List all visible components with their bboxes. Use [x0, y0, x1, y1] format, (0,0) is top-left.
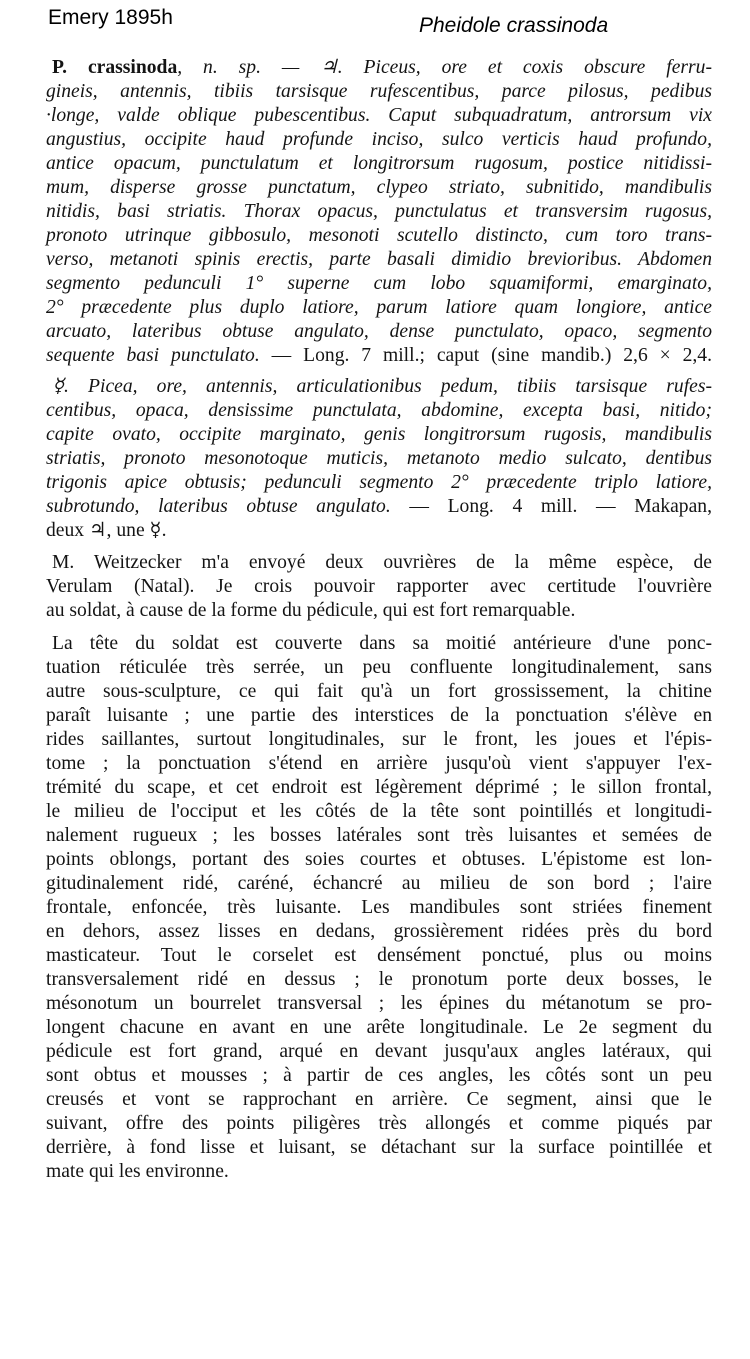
text-line: ☿. Picea, ore, antennis, articulationibus pedum, tibiis tarsisque rufes-	[52, 376, 712, 397]
text-line: masticateur. Tout le corselet est densément ponctué, plus ou moins	[46, 945, 712, 966]
text-line: mate qui les environne.	[46, 1161, 229, 1182]
page-header	[0, 0, 750, 50]
text-line: trigonis apice obtusis; pedunculi segmento 2° præcedente triplo latiore,	[46, 472, 712, 493]
text-line: capite ovato, occipite marginato, genis longitrorsum rugosis, mandibulis	[46, 424, 712, 445]
text-line: P. crassinoda, n. sp. — ♃. Piceus, ore et coxis obscure ferru-	[52, 57, 712, 78]
text-line: ·longe, valde oblique pubescentibus. Caput subquadratum, antrorsum vix	[46, 105, 712, 126]
text-line: gineis, antennis, tibiis tarsisque rufescentibus, parce pilosus, pedibus	[46, 81, 712, 102]
text-line: frontale, enfoncée, très luisante. Les mandibules sont striées finement	[46, 897, 712, 918]
text-line: La tête du soldat est couverte dans sa moitié antérieure d'une ponc-	[52, 633, 712, 654]
text-line: rides saillantes, surtout longitudinales, sur le front, les joues et l'épis-	[46, 729, 712, 750]
text-line: longent chacune en avant en une arête longitudinale. Le 2e segment du	[46, 1017, 712, 1038]
text-line: mum, disperse grosse punctatum, clypeo striato, subnitido, mandibulis	[46, 177, 712, 198]
text-line: trémité du scape, et cet endroit est légèrement déprimé ; le sillon frontal,	[46, 777, 712, 798]
text-line: creusés et vont se rapprochant en arrière. Ce segment, ainsi que le	[46, 1089, 712, 1110]
text-line: tuation réticulée très serrée, un peu confluente longitudinalement, sans	[46, 657, 712, 678]
page-text	[46, 50, 712, 1184]
measurement: — Long. 7 mill.; caput (sine mandib.) 2,6 × 2,4.	[259, 345, 712, 366]
species-label: Pheidole crassinoda	[419, 14, 609, 37]
text-line: au soldat, à cause de la forme du pédicule, qui est fort remarquable.	[46, 600, 576, 621]
citation-label: Emery 1895h	[48, 6, 173, 29]
text-line: pronoto utrinque gibbosulo, mesonoti scutello distincto, cum toro trans-	[46, 225, 712, 246]
text-line: mésonotum un bourrelet transversal ; les épines du métanotum se pro-	[46, 993, 712, 1014]
text-line: suivant, offre des points piligères très allongés et comme piqués par	[46, 1113, 712, 1134]
text-line: le milieu de l'occiput et les côtés de la tête sont pointillés et longitudi-	[46, 801, 712, 822]
text-line: sequente basi punctulato. — Long. 7 mill.; caput (sine mandib.) 2,6 × 2,4.	[46, 345, 712, 366]
text-line: pédicule est fort grand, arqué en devant jusqu'aux angles latéraux, qui	[46, 1041, 712, 1062]
text-line: segmento pedunculi 1° superne cum lobo squamiformi, emarginato,	[46, 273, 712, 294]
text-line: Verulam (Natal). Je crois pouvoir rapporter avec certitude l'ouvrière	[46, 576, 712, 597]
text-line: nalement rugueux ; les bosses latérales sont très luisantes et semées de	[46, 825, 712, 846]
collection-note	[46, 551, 712, 623]
text-line: paraît luisante ; une partie des interstices de la ponctuation s'élève en	[46, 705, 712, 726]
text-line: gitudinalement ridé, caréné, échancré au milieu de son bord ; l'aire	[46, 873, 712, 894]
text-line: deux ♃, une ☿.	[46, 520, 167, 541]
text-line: derrière, à fond lisse et luisant, se détachant sur la surface pointillée et	[46, 1137, 712, 1158]
text-line: striatis, pronoto mesonotoque muticis, metanoto medio sulcato, dentibus	[46, 448, 712, 469]
soldier-description	[46, 56, 712, 368]
text-line: subrotundo, lateribus obtuse angulato. — Long. 4 mill. — Makapan,	[46, 496, 712, 517]
text-line: tome ; la ponctuation s'étend en arrière jusqu'où vient s'appuyer l'ex-	[46, 753, 712, 774]
text-line: points oblongs, portant des soies courtes et obtuses. L'épistome est lon-	[46, 849, 712, 870]
text-line: sont obtus et mousses ; à partir de ces angles, les côtés sont un peu	[46, 1065, 712, 1086]
text-line: centibus, opaca, densissime punctulata, abdomine, excepta basi, nitido;	[46, 400, 712, 421]
text-line: M. Weitzecker m'a envoyé deux ouvrières de la même espèce, de	[52, 552, 712, 573]
text-line: en dehors, assez lisses en dedans, grossièrement ridées près du bord	[46, 921, 712, 942]
text-line: angustius, occipite haud profunde inciso, sulco verticis haud profundo,	[46, 129, 712, 150]
text-line: antice opacum, punctulatum et longitrorsum rugosum, postice nitidissi-	[46, 153, 712, 174]
species-name: P. crassinoda	[52, 57, 178, 78]
text-line: nitidis, basi striatis. Thorax opacus, punctulatus et transversim rugosus,	[46, 201, 712, 222]
text-line: autre sous-sculpture, ce qui fait qu'à un fort grossissement, la chitine	[46, 681, 712, 702]
measurement: — Long. 4 mill. — Makapan,	[390, 496, 712, 517]
text-line: 2° præcedente plus duplo latiore, parum latiore quam longiore, antice	[46, 297, 712, 318]
soldier-detailed-description	[46, 632, 712, 1184]
text-line: verso, metanoti spinis erectis, parte basali dimidio brevioribus. Abdomen	[46, 249, 712, 270]
text-line: transversalement ridé en dessus ; le pronotum porte deux bosses, le	[46, 969, 712, 990]
worker-description	[46, 375, 712, 543]
text-line: arcuato, lateribus obtuse angulato, dense punctulato, opaco, segmento	[46, 321, 712, 342]
